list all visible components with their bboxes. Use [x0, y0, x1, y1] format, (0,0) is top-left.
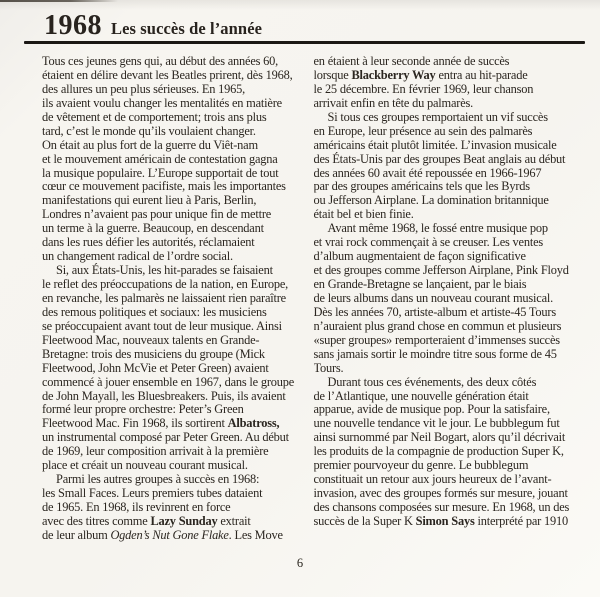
text-line: de 1965. En 1968, ils revinrent en force	[42, 500, 231, 514]
header-title: Les succès de l’année	[111, 19, 263, 38]
text-line: Tours.	[313, 360, 344, 375]
text-line: formé leur propre orchestre: Peter’s Green	[42, 402, 244, 417]
text-line: par des groupes américains tels que les Byrds	[313, 179, 530, 194]
text-line: de l’Atlantique, une nouvelle génération était	[313, 388, 529, 403]
bold-title-text: Albatross,	[227, 416, 280, 431]
text-line: ainsi surnommé par Neil Bogart, alors qu’il décrivait	[313, 430, 566, 445]
text-line: ils avaient voulu changer les mentalités en matière	[42, 95, 282, 110]
paragraph	[42, 264, 305, 473]
text-line: un changement radical de l’ordre social.	[42, 249, 233, 264]
text-line: d’album augmentaient de façon significative	[313, 249, 526, 264]
text-line: Fleetwood Mac, nouveaux talents en Grande-	[42, 332, 260, 347]
paragraph	[42, 473, 305, 543]
paragraph	[314, 222, 577, 375]
text-line: n’auraient plus grand chose en commun et plusieurs	[313, 318, 562, 333]
text-line: de John Mayall, les Bluesbreakers. Puis, ils avaient	[42, 388, 286, 403]
text-line: constituait un retour aux jours heureux de l’avant-	[313, 472, 552, 487]
text-line: Fleetwood, John McVie et Peter Green) avaient	[42, 360, 269, 375]
text-line: un terme à la guerre. Beaucoup, en descendant	[42, 221, 264, 236]
text-line: tard, c’est le monde qu’ils voulaient changer.	[42, 123, 256, 138]
text-line: de 1969, leur composition arrivait à la première	[42, 444, 269, 459]
scan-edge-artifact	[0, 0, 118, 2]
text-line: Parmi les autres groupes à succès en 1968:	[56, 472, 260, 487]
text-line: Avant même 1968, le fossé entre musique pop	[327, 221, 548, 236]
text-line: Fleetwood Mac. Fin 1968, ils sortirent Albatross,	[42, 416, 280, 431]
text-line: des États-Unis par des groupes Beat anglais au début	[313, 151, 566, 166]
text-line: les produits de la compagnie de production Super K,	[313, 444, 564, 459]
text-line: dans les rues défier les autorités, réclamaient	[42, 235, 255, 250]
header-year: 1968	[44, 10, 102, 41]
page-number: 6	[296, 556, 304, 570]
text-line: Dès les années 70, artiste-album et artiste-45 Tours	[313, 304, 556, 319]
text-line: de vêtement et de comportement; trois ans plus	[42, 109, 267, 124]
paragraph	[314, 376, 577, 529]
text-line: Bretagne: trois des musiciens du groupe (Mick	[42, 346, 265, 361]
text-line: se préoccupaient avant tout de leur musique. Ainsi	[42, 318, 282, 333]
text-line: «super groupes» remporteraient d’immenses succès	[313, 332, 560, 347]
text-line: des allures un peu plus sérieuses. En 1965,	[42, 81, 246, 96]
column-left	[42, 55, 305, 543]
text-line: était bel et bien finie.	[313, 207, 414, 222]
text-line: étaient en délire devant les Beatles prirent, dès 1968,	[42, 67, 293, 82]
paragraph	[314, 111, 577, 223]
text-line: place et créait un nouveau courant musical.	[42, 458, 248, 473]
text-line: premier pourvoyeur du genre. Le bubblegum	[313, 458, 529, 473]
text-line: en Grande-Bretagne se lançaient, par le biais	[313, 277, 527, 291]
header-rule	[24, 41, 585, 44]
page-header	[44, 10, 262, 42]
text-line: On était au plus fort de la guerre du Viêt-nam	[42, 137, 258, 152]
text-line: une nouvelle tendance vit le jour. Le bubblegum fut	[313, 416, 560, 431]
text-line: un instrumental composé par Peter Green. Au début	[42, 430, 289, 445]
text-line: avec des titres comme Lazy Sunday extrait	[42, 513, 251, 528]
bold-title-text: Simon Says	[415, 513, 475, 528]
text-line: en Europe, leur présence au sein des palmarès	[313, 123, 533, 138]
text-line: des années 60 avait été repoussée en 1966-1967	[313, 165, 542, 180]
text-line: succès de la Super K Simon Says interprété par 1910	[313, 513, 568, 528]
text-line: ou Jefferson Airplane. La domination britannique	[313, 193, 549, 208]
text-line: commencé à jouer ensemble en 1967, dans le groupe	[42, 374, 295, 389]
text-line: en revanche, les palmarès ne laissaient rien paraître	[42, 290, 286, 305]
text-line: arrivait enfin en tête du palmarès.	[313, 95, 474, 110]
text-line: le 25 décembre. En février 1969, leur chanson	[313, 81, 534, 96]
text-line: et vrai rock commençait à se creuser. Les ventes	[313, 235, 544, 250]
italic-title-text: Ogden’s Nut Gone Flake	[110, 527, 229, 542]
text-line: américains était plutôt limitée. L’invasion musicale	[313, 137, 557, 152]
text-line: Londres n’avaient pas pour unique fin de mettre	[42, 207, 272, 222]
text-line: manifestations qui eurent lieu à Paris, Berlin,	[42, 193, 257, 208]
text-line: et le mouvement américain de contestation gagna	[42, 151, 278, 166]
text-line: invasion, avec des groupes formés sur mesure, jouant	[313, 486, 568, 501]
text-line: et des groupes comme Jefferson Airplane, Pink Floyd	[313, 263, 569, 278]
body-text	[42, 55, 576, 543]
text-line: Tous ces jeunes gens qui, au début des années 60,	[42, 55, 279, 68]
text-line: Durant tous ces événements, des deux côtés	[327, 374, 537, 389]
text-line: lorsque Blackberry Way entra au hit-parade	[313, 67, 528, 82]
text-line: les Small Faces. Leurs premiers tubes dataient	[42, 486, 263, 501]
text-line: le reflet des préoccupations de la nation, en Europe,	[42, 277, 289, 291]
text-line: cœur ce mouvement pacifiste, mais les importantes	[42, 179, 286, 194]
column-right	[314, 55, 577, 543]
text-line: de leur album Ogden’s Nut Gone Flake. Les Move	[42, 527, 283, 542]
text-line: sans jamais sortir le moindre titre sous forme de 45	[313, 346, 557, 361]
text-line: la musique populaire. L’Europe supportait de tout	[42, 165, 279, 180]
paragraph	[42, 55, 305, 264]
text-line: Si, aux États-Unis, les hit-parades se faisaient	[56, 263, 273, 278]
paragraph	[314, 55, 577, 111]
bold-title-text: Blackberry Way	[351, 67, 436, 82]
bold-title-text: Lazy Sunday	[150, 513, 218, 528]
text-line: apparue, avide de musique pop. Pour la satisfaire,	[313, 402, 550, 417]
text-line: en étaient à leur seconde année de succès	[313, 55, 510, 68]
text-line: de leurs albums dans un nouveau courant musical.	[313, 290, 554, 305]
text-line: Si tous ces groupes remportaient un vif succès	[327, 109, 548, 124]
text-line: des remous politiques et sociaux: les musiciens	[42, 304, 267, 319]
text-line: des chansons composées sur mesure. En 1968, un des	[313, 500, 570, 514]
